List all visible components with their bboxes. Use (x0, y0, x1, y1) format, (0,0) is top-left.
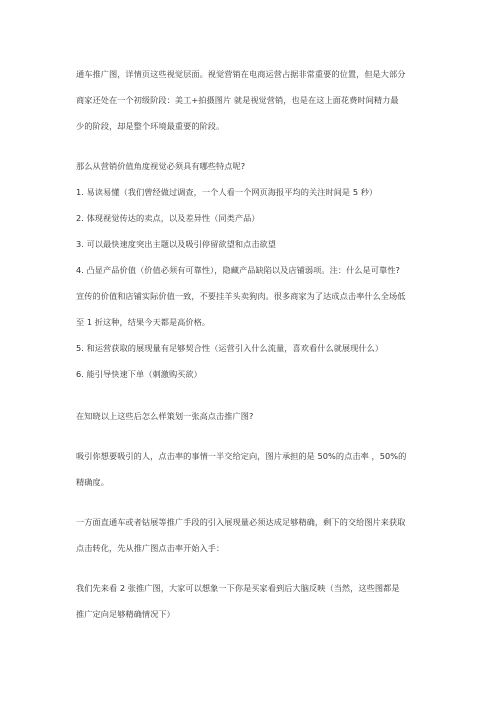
list-item-4-line-2: 宣传的价值和店铺实际价值一致，不要挂羊头卖狗肉。很多商家为了达成点击率什么全场低 (76, 291, 406, 301)
question-heading: 那么从营销价值角度视觉必须具有哪些特点呢? (76, 161, 246, 171)
list-item-6: 6. 能引导快速下单（刺激购买欲） (76, 369, 202, 379)
list-item-1: 1. 易读易懂（我们曾经做过调查，一个人看一个网页海报平均的关注时间是 5 秒） (76, 187, 378, 197)
list-item-2: 2. 体现视觉传达的卖点，以及差异性（同类产品） (76, 213, 260, 223)
paragraph-1-line-2: 商家还处在一个初级阶段：美工+拍摄图片 就是视觉营销，也是在这上面花费时间精力最 (76, 95, 399, 105)
list-item-3: 3. 可以最快速度突出主题以及吸引停留欲望和点击欲望 (76, 239, 277, 249)
paragraph-1-line-1: 通车推广图，详情页这些视觉层面。视觉营销在电商运营占据非常重要的位置，但是大部分 (76, 69, 406, 79)
paragraph-attract-line-2: 精确度。 (76, 477, 109, 487)
paragraph-promotion-line-1: 一方面直通车或者钻展等推广手段的引入展现量必须达成足够精确，剩下的交给图片来获取 (76, 517, 406, 527)
list-item-4-line-1: 4. 凸显产品价值（价值必须有可靠性），隐藏产品缺陷以及店铺弱项。注：什么是可靠性? (76, 265, 400, 275)
strategy-question: 在知晓以上这些后怎么样策划一张高点击推广图? (76, 411, 254, 421)
list-item-5: 5. 和运营获取的展现量有足够契合性（运营引入什么流量，喜欢看什么就展现什么） (76, 343, 384, 353)
paragraph-1-line-3: 少的阶段，却是整个环境最重要的阶段。 (76, 121, 225, 131)
list-item-4-line-3: 至 1 折这种，结果今天都是高价格。 (76, 317, 211, 327)
paragraph-promotion-line-2: 点击转化，先从推广图点击率开始入手： (76, 543, 225, 553)
paragraph-example-line-1: 我们先来看 2 张推广图，大家可以想象一下你是买家看到后大脑反映（当然，这些图都是 (76, 583, 400, 593)
paragraph-attract-line-1: 吸引你想要吸引的人，点击率的事情一半交给定向，图片承担的是 50%的点击率 ，50%的 (76, 451, 407, 461)
paragraph-example-line-2: 推广定向足够精确情况下） (76, 609, 175, 619)
